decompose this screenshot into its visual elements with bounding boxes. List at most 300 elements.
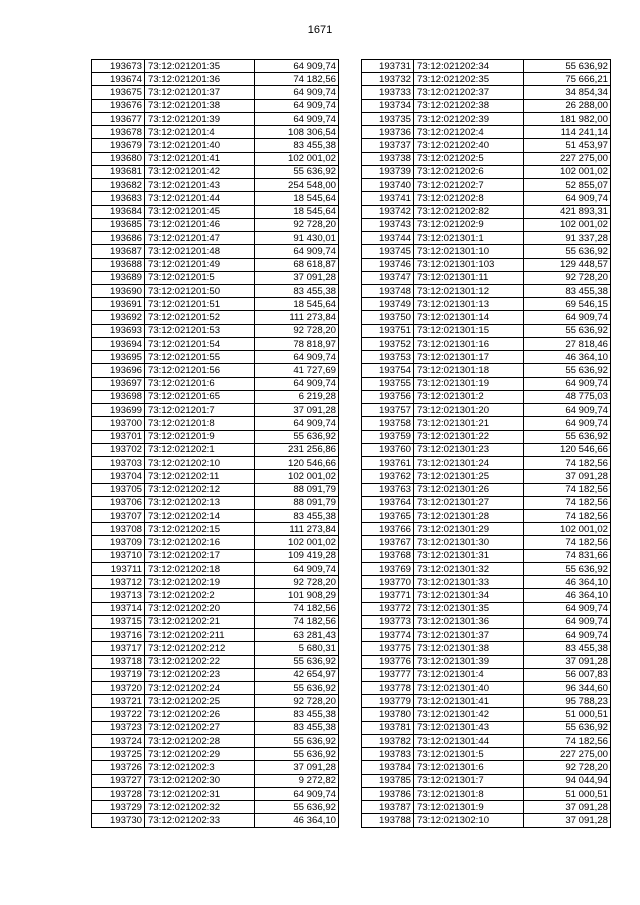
cadastral-number-cell: 73:12:021201:65 bbox=[145, 390, 255, 403]
cadastral-number-cell: 73:12:021301:9 bbox=[414, 801, 524, 814]
cadastral-number-cell: 73:12:021301:4 bbox=[414, 668, 524, 681]
value-cell: 74 182,56 bbox=[524, 457, 611, 470]
row-number-cell: 193689 bbox=[92, 271, 145, 284]
table-row bbox=[362, 443, 611, 456]
value-cell: 55 636,92 bbox=[255, 655, 339, 668]
cadastral-number-cell: 73:12:021201:40 bbox=[145, 139, 255, 152]
cadastral-number-cell: 73:12:021202:28 bbox=[145, 734, 255, 747]
table-row bbox=[362, 629, 611, 642]
cadastral-number-cell: 73:12:021202:18 bbox=[145, 562, 255, 575]
table-row bbox=[92, 284, 339, 297]
table-row bbox=[92, 615, 339, 628]
table-row bbox=[92, 86, 339, 99]
value-cell: 64 909,74 bbox=[524, 192, 611, 205]
cadastral-number-cell: 73:12:021201:6 bbox=[145, 377, 255, 390]
value-cell: 64 909,74 bbox=[255, 60, 339, 73]
cadastral-number-cell: 73:12:021201:42 bbox=[145, 165, 255, 178]
value-cell: 18 545,64 bbox=[255, 205, 339, 218]
value-cell: 102 001,02 bbox=[524, 523, 611, 536]
table-row bbox=[362, 708, 611, 721]
cadastral-number-cell: 73:12:021301:10 bbox=[414, 245, 524, 258]
row-number-cell: 193695 bbox=[92, 351, 145, 364]
cadastral-number-cell: 73:12:021201:39 bbox=[145, 112, 255, 125]
table-row bbox=[362, 232, 611, 245]
table-row bbox=[92, 351, 339, 364]
value-cell: 42 654,97 bbox=[255, 668, 339, 681]
table-row bbox=[362, 655, 611, 668]
value-cell: 74 182,56 bbox=[524, 734, 611, 747]
row-number-cell: 193723 bbox=[92, 721, 145, 734]
value-cell: 74 182,56 bbox=[524, 483, 611, 496]
cadastral-number-cell: 73:12:021301:30 bbox=[414, 536, 524, 549]
table-row bbox=[362, 549, 611, 562]
table-row bbox=[362, 351, 611, 364]
value-cell: 37 091,28 bbox=[524, 470, 611, 483]
value-cell: 64 909,74 bbox=[524, 629, 611, 642]
value-cell: 74 182,56 bbox=[255, 73, 339, 86]
row-number-cell: 193711 bbox=[92, 562, 145, 575]
value-cell: 92 728,20 bbox=[255, 576, 339, 589]
cadastral-number-cell: 73:12:021201:37 bbox=[145, 86, 255, 99]
table-row bbox=[362, 179, 611, 192]
table-row bbox=[92, 205, 339, 218]
value-cell: 83 455,38 bbox=[255, 708, 339, 721]
row-number-cell: 193781 bbox=[362, 721, 414, 734]
cadastral-number-cell: 73:12:021202:27 bbox=[145, 721, 255, 734]
cadastral-number-cell: 73:12:021201:53 bbox=[145, 324, 255, 337]
table-row bbox=[362, 496, 611, 509]
table-row bbox=[362, 245, 611, 258]
value-cell: 74 182,56 bbox=[524, 509, 611, 522]
row-number-cell: 193706 bbox=[92, 496, 145, 509]
value-cell: 51 000,51 bbox=[524, 708, 611, 721]
cadastral-number-cell: 73:12:021301:32 bbox=[414, 562, 524, 575]
cadastral-number-cell: 73:12:021301:25 bbox=[414, 470, 524, 483]
table-row bbox=[92, 298, 339, 311]
cadastral-number-cell: 73:12:021202:12 bbox=[145, 483, 255, 496]
row-number-cell: 193716 bbox=[92, 629, 145, 642]
value-cell: 64 909,74 bbox=[524, 404, 611, 417]
row-number-cell: 193712 bbox=[92, 576, 145, 589]
cadastral-number-cell: 73:12:021201:41 bbox=[145, 152, 255, 165]
cadastral-number-cell: 73:12:021201:38 bbox=[145, 99, 255, 112]
table-row bbox=[362, 748, 611, 761]
value-cell: 64 909,74 bbox=[255, 245, 339, 258]
row-number-cell: 193756 bbox=[362, 390, 414, 403]
cadastral-number-cell: 73:12:021301:44 bbox=[414, 734, 524, 747]
table-row bbox=[92, 509, 339, 522]
value-cell: 37 091,28 bbox=[524, 801, 611, 814]
cadastral-number-cell: 73:12:021202:25 bbox=[145, 695, 255, 708]
row-number-cell: 193774 bbox=[362, 629, 414, 642]
value-cell: 92 728,20 bbox=[255, 695, 339, 708]
value-cell: 91 337,28 bbox=[524, 232, 611, 245]
value-cell: 102 001,02 bbox=[255, 152, 339, 165]
row-number-cell: 193714 bbox=[92, 602, 145, 615]
left-table-body bbox=[92, 60, 339, 828]
value-cell: 64 909,74 bbox=[255, 86, 339, 99]
row-number-cell: 193682 bbox=[92, 179, 145, 192]
right-table bbox=[361, 59, 611, 828]
row-number-cell: 193784 bbox=[362, 761, 414, 774]
cadastral-number-cell: 73:12:021202:32 bbox=[145, 801, 255, 814]
row-number-cell: 193675 bbox=[92, 86, 145, 99]
table-row bbox=[92, 642, 339, 655]
row-number-cell: 193757 bbox=[362, 404, 414, 417]
cadastral-number-cell: 73:12:021201:8 bbox=[145, 417, 255, 430]
table-row bbox=[362, 298, 611, 311]
value-cell: 101 908,29 bbox=[255, 589, 339, 602]
cadastral-number-cell: 73:12:021201:9 bbox=[145, 430, 255, 443]
table-row bbox=[362, 417, 611, 430]
value-cell: 64 909,74 bbox=[524, 377, 611, 390]
cadastral-number-cell: 73:12:021202:19 bbox=[145, 576, 255, 589]
value-cell: 18 545,64 bbox=[255, 298, 339, 311]
row-number-cell: 193739 bbox=[362, 165, 414, 178]
value-cell: 421 893,31 bbox=[524, 205, 611, 218]
value-cell: 46 364,10 bbox=[524, 351, 611, 364]
cadastral-number-cell: 73:12:021201:56 bbox=[145, 364, 255, 377]
row-number-cell: 193719 bbox=[92, 668, 145, 681]
cadastral-number-cell: 73:12:021202:15 bbox=[145, 523, 255, 536]
value-cell: 55 636,92 bbox=[524, 60, 611, 73]
table-row bbox=[362, 99, 611, 112]
cadastral-number-cell: 73:12:021301:18 bbox=[414, 364, 524, 377]
row-number-cell: 193681 bbox=[92, 165, 145, 178]
table-row bbox=[92, 324, 339, 337]
row-number-cell: 193761 bbox=[362, 457, 414, 470]
row-number-cell: 193701 bbox=[92, 430, 145, 443]
cadastral-number-cell: 73:12:021202:13 bbox=[145, 496, 255, 509]
table-row bbox=[92, 629, 339, 642]
table-row bbox=[362, 695, 611, 708]
table-row bbox=[92, 787, 339, 800]
table-row bbox=[362, 721, 611, 734]
cadastral-number-cell: 73:12:021201:54 bbox=[145, 337, 255, 350]
cadastral-number-cell: 73:12:021301:38 bbox=[414, 642, 524, 655]
value-cell: 68 618,87 bbox=[255, 258, 339, 271]
value-cell: 55 636,92 bbox=[255, 430, 339, 443]
row-number-cell: 193740 bbox=[362, 179, 414, 192]
row-number-cell: 193743 bbox=[362, 218, 414, 231]
table-row bbox=[362, 523, 611, 536]
table-row bbox=[362, 576, 611, 589]
row-number-cell: 193690 bbox=[92, 284, 145, 297]
row-number-cell: 193773 bbox=[362, 615, 414, 628]
table-row bbox=[362, 60, 611, 73]
value-cell: 74 182,56 bbox=[255, 615, 339, 628]
table-row bbox=[362, 761, 611, 774]
value-cell: 18 545,64 bbox=[255, 192, 339, 205]
cadastral-number-cell: 73:12:021301:28 bbox=[414, 509, 524, 522]
row-number-cell: 193785 bbox=[362, 774, 414, 787]
table-row bbox=[362, 602, 611, 615]
value-cell: 102 001,02 bbox=[524, 165, 611, 178]
table-row bbox=[92, 258, 339, 271]
table-row bbox=[92, 165, 339, 178]
cadastral-number-cell: 73:12:021301:16 bbox=[414, 337, 524, 350]
row-number-cell: 193699 bbox=[92, 404, 145, 417]
row-number-cell: 193777 bbox=[362, 668, 414, 681]
row-number-cell: 193720 bbox=[92, 682, 145, 695]
row-number-cell: 193753 bbox=[362, 351, 414, 364]
value-cell: 78 818,97 bbox=[255, 337, 339, 350]
table-row bbox=[92, 179, 339, 192]
cadastral-number-cell: 73:12:021202:31 bbox=[145, 787, 255, 800]
table-row bbox=[362, 483, 611, 496]
table-row bbox=[92, 364, 339, 377]
cadastral-number-cell: 73:12:021301:29 bbox=[414, 523, 524, 536]
cadastral-number-cell: 73:12:021202:4 bbox=[414, 126, 524, 139]
row-number-cell: 193724 bbox=[92, 734, 145, 747]
row-number-cell: 193708 bbox=[92, 523, 145, 536]
table-row bbox=[92, 483, 339, 496]
table-row bbox=[362, 589, 611, 602]
row-number-cell: 193780 bbox=[362, 708, 414, 721]
value-cell: 56 007,83 bbox=[524, 668, 611, 681]
table-row bbox=[92, 562, 339, 575]
row-number-cell: 193678 bbox=[92, 126, 145, 139]
value-cell: 26 288,00 bbox=[524, 99, 611, 112]
value-cell: 83 455,38 bbox=[255, 284, 339, 297]
row-number-cell: 193750 bbox=[362, 311, 414, 324]
cadastral-number-cell: 73:12:021202:11 bbox=[145, 470, 255, 483]
value-cell: 55 636,92 bbox=[524, 245, 611, 258]
table-row bbox=[92, 523, 339, 536]
cadastral-number-cell: 73:12:021202:14 bbox=[145, 509, 255, 522]
cadastral-number-cell: 73:12:021202:33 bbox=[145, 814, 255, 827]
table-row bbox=[92, 73, 339, 86]
value-cell: 96 344,60 bbox=[524, 682, 611, 695]
row-number-cell: 193730 bbox=[92, 814, 145, 827]
value-cell: 94 044,94 bbox=[524, 774, 611, 787]
row-number-cell: 193776 bbox=[362, 655, 414, 668]
table-row bbox=[362, 364, 611, 377]
cadastral-number-cell: 73:12:021201:47 bbox=[145, 232, 255, 245]
table-row bbox=[362, 152, 611, 165]
table-row bbox=[92, 337, 339, 350]
table-row bbox=[92, 126, 339, 139]
cadastral-number-cell: 73:12:021201:46 bbox=[145, 218, 255, 231]
value-cell: 64 909,74 bbox=[524, 311, 611, 324]
cadastral-number-cell: 73:12:021202:24 bbox=[145, 682, 255, 695]
row-number-cell: 193763 bbox=[362, 483, 414, 496]
table-row bbox=[362, 404, 611, 417]
table-row bbox=[362, 126, 611, 139]
row-number-cell: 193726 bbox=[92, 761, 145, 774]
row-number-cell: 193704 bbox=[92, 470, 145, 483]
value-cell: 55 636,92 bbox=[524, 430, 611, 443]
table-row bbox=[92, 602, 339, 615]
table-row bbox=[362, 86, 611, 99]
cadastral-number-cell: 73:12:021301:39 bbox=[414, 655, 524, 668]
cadastral-number-cell: 73:12:021202:6 bbox=[414, 165, 524, 178]
value-cell: 64 909,74 bbox=[255, 377, 339, 390]
table-row bbox=[92, 139, 339, 152]
table-row bbox=[92, 218, 339, 231]
cadastral-number-cell: 73:12:021202:29 bbox=[145, 748, 255, 761]
row-number-cell: 193745 bbox=[362, 245, 414, 258]
table-row bbox=[92, 311, 339, 324]
table-row bbox=[92, 60, 339, 73]
row-number-cell: 193770 bbox=[362, 576, 414, 589]
table-row bbox=[92, 734, 339, 747]
cadastral-number-cell: 73:12:021301:36 bbox=[414, 615, 524, 628]
value-cell: 55 636,92 bbox=[255, 801, 339, 814]
row-number-cell: 193718 bbox=[92, 655, 145, 668]
cadastral-number-cell: 73:12:021202:34 bbox=[414, 60, 524, 73]
value-cell: 51 453,97 bbox=[524, 139, 611, 152]
cadastral-number-cell: 73:12:021301:13 bbox=[414, 298, 524, 311]
table-row bbox=[92, 443, 339, 456]
table-row bbox=[92, 748, 339, 761]
cadastral-number-cell: 73:12:021301:24 bbox=[414, 457, 524, 470]
row-number-cell: 193764 bbox=[362, 496, 414, 509]
row-number-cell: 193754 bbox=[362, 364, 414, 377]
row-number-cell: 193744 bbox=[362, 232, 414, 245]
value-cell: 120 546,66 bbox=[255, 457, 339, 470]
cadastral-number-cell: 73:12:021301:22 bbox=[414, 430, 524, 443]
table-row bbox=[362, 562, 611, 575]
row-number-cell: 193787 bbox=[362, 801, 414, 814]
row-number-cell: 193702 bbox=[92, 443, 145, 456]
row-number-cell: 193779 bbox=[362, 695, 414, 708]
cadastral-number-cell: 73:12:021301:43 bbox=[414, 721, 524, 734]
cadastral-number-cell: 73:12:021202:212 bbox=[145, 642, 255, 655]
table-row bbox=[362, 615, 611, 628]
table-row bbox=[362, 536, 611, 549]
row-number-cell: 193782 bbox=[362, 734, 414, 747]
table-row bbox=[92, 682, 339, 695]
cadastral-number-cell: 73:12:021201:51 bbox=[145, 298, 255, 311]
row-number-cell: 193713 bbox=[92, 589, 145, 602]
value-cell: 120 546,66 bbox=[524, 443, 611, 456]
table-row bbox=[92, 377, 339, 390]
row-number-cell: 193687 bbox=[92, 245, 145, 258]
row-number-cell: 193746 bbox=[362, 258, 414, 271]
row-number-cell: 193705 bbox=[92, 483, 145, 496]
row-number-cell: 193734 bbox=[362, 99, 414, 112]
cadastral-number-cell: 73:12:021301:11 bbox=[414, 271, 524, 284]
table-row bbox=[92, 112, 339, 125]
row-number-cell: 193769 bbox=[362, 562, 414, 575]
value-cell: 111 273,84 bbox=[255, 311, 339, 324]
value-cell: 227 275,00 bbox=[524, 152, 611, 165]
row-number-cell: 193722 bbox=[92, 708, 145, 721]
row-number-cell: 193694 bbox=[92, 337, 145, 350]
cadastral-number-cell: 73:12:021301:5 bbox=[414, 748, 524, 761]
value-cell: 227 275,00 bbox=[524, 748, 611, 761]
table-row bbox=[362, 139, 611, 152]
cadastral-number-cell: 73:12:021202:17 bbox=[145, 549, 255, 562]
table-row bbox=[362, 324, 611, 337]
cadastral-number-cell: 73:12:021202:30 bbox=[145, 774, 255, 787]
value-cell: 91 430,01 bbox=[255, 232, 339, 245]
cadastral-number-cell: 73:12:021201:50 bbox=[145, 284, 255, 297]
value-cell: 92 728,20 bbox=[524, 761, 611, 774]
row-number-cell: 193742 bbox=[362, 205, 414, 218]
row-number-cell: 193732 bbox=[362, 73, 414, 86]
cadastral-number-cell: 73:12:021202:3 bbox=[145, 761, 255, 774]
cadastral-number-cell: 73:12:021202:82 bbox=[414, 205, 524, 218]
cadastral-number-cell: 73:12:021202:22 bbox=[145, 655, 255, 668]
value-cell: 231 256,86 bbox=[255, 443, 339, 456]
table-row bbox=[92, 404, 339, 417]
value-cell: 55 636,92 bbox=[524, 324, 611, 337]
value-cell: 46 364,10 bbox=[524, 589, 611, 602]
row-number-cell: 193697 bbox=[92, 377, 145, 390]
row-number-cell: 193674 bbox=[92, 73, 145, 86]
value-cell: 55 636,92 bbox=[524, 364, 611, 377]
cadastral-number-cell: 73:12:021202:20 bbox=[145, 602, 255, 615]
row-number-cell: 193676 bbox=[92, 99, 145, 112]
table-row bbox=[362, 430, 611, 443]
cadastral-number-cell: 73:12:021301:2 bbox=[414, 390, 524, 403]
table-row bbox=[92, 576, 339, 589]
cadastral-number-cell: 73:12:021202:7 bbox=[414, 179, 524, 192]
value-cell: 92 728,20 bbox=[255, 218, 339, 231]
table-row bbox=[92, 430, 339, 443]
value-cell: 46 364,10 bbox=[524, 576, 611, 589]
cadastral-number-cell: 73:12:021301:34 bbox=[414, 589, 524, 602]
row-number-cell: 193685 bbox=[92, 218, 145, 231]
row-number-cell: 193762 bbox=[362, 470, 414, 483]
cadastral-number-cell: 73:12:021201:43 bbox=[145, 179, 255, 192]
value-cell: 64 909,74 bbox=[524, 417, 611, 430]
row-number-cell: 193703 bbox=[92, 457, 145, 470]
cadastral-number-cell: 73:12:021202:38 bbox=[414, 99, 524, 112]
value-cell: 64 909,74 bbox=[255, 417, 339, 430]
row-number-cell: 193736 bbox=[362, 126, 414, 139]
right-table-body bbox=[362, 60, 611, 828]
cadastral-number-cell: 73:12:021202:37 bbox=[414, 86, 524, 99]
value-cell: 64 909,74 bbox=[255, 351, 339, 364]
row-number-cell: 193751 bbox=[362, 324, 414, 337]
table-row bbox=[92, 708, 339, 721]
row-number-cell: 193788 bbox=[362, 814, 414, 827]
value-cell: 64 909,74 bbox=[255, 112, 339, 125]
table-row bbox=[92, 457, 339, 470]
table-row bbox=[362, 787, 611, 800]
cadastral-number-cell: 73:12:021301:12 bbox=[414, 284, 524, 297]
cadastral-number-cell: 73:12:021301:103 bbox=[414, 258, 524, 271]
cadastral-number-cell: 73:12:021301:7 bbox=[414, 774, 524, 787]
cadastral-number-cell: 73:12:021301:40 bbox=[414, 682, 524, 695]
table-row bbox=[362, 218, 611, 231]
row-number-cell: 193673 bbox=[92, 60, 145, 73]
table-row bbox=[92, 271, 339, 284]
value-cell: 254 548,00 bbox=[255, 179, 339, 192]
value-cell: 52 855,07 bbox=[524, 179, 611, 192]
value-cell: 64 909,74 bbox=[255, 562, 339, 575]
cadastral-number-cell: 73:12:021201:36 bbox=[145, 73, 255, 86]
cadastral-number-cell: 73:12:021301:26 bbox=[414, 483, 524, 496]
row-number-cell: 193707 bbox=[92, 509, 145, 522]
cadastral-number-cell: 73:12:021202:2 bbox=[145, 589, 255, 602]
row-number-cell: 193741 bbox=[362, 192, 414, 205]
value-cell: 102 001,02 bbox=[524, 218, 611, 231]
value-cell: 64 909,74 bbox=[255, 99, 339, 112]
cadastral-number-cell: 73:12:021201:48 bbox=[145, 245, 255, 258]
row-number-cell: 193700 bbox=[92, 417, 145, 430]
row-number-cell: 193698 bbox=[92, 390, 145, 403]
cadastral-number-cell: 73:12:021202:5 bbox=[414, 152, 524, 165]
value-cell: 51 000,51 bbox=[524, 787, 611, 800]
cadastral-number-cell: 73:12:021301:42 bbox=[414, 708, 524, 721]
table-row bbox=[92, 470, 339, 483]
table-row bbox=[362, 814, 611, 827]
cadastral-number-cell: 73:12:021301:17 bbox=[414, 351, 524, 364]
